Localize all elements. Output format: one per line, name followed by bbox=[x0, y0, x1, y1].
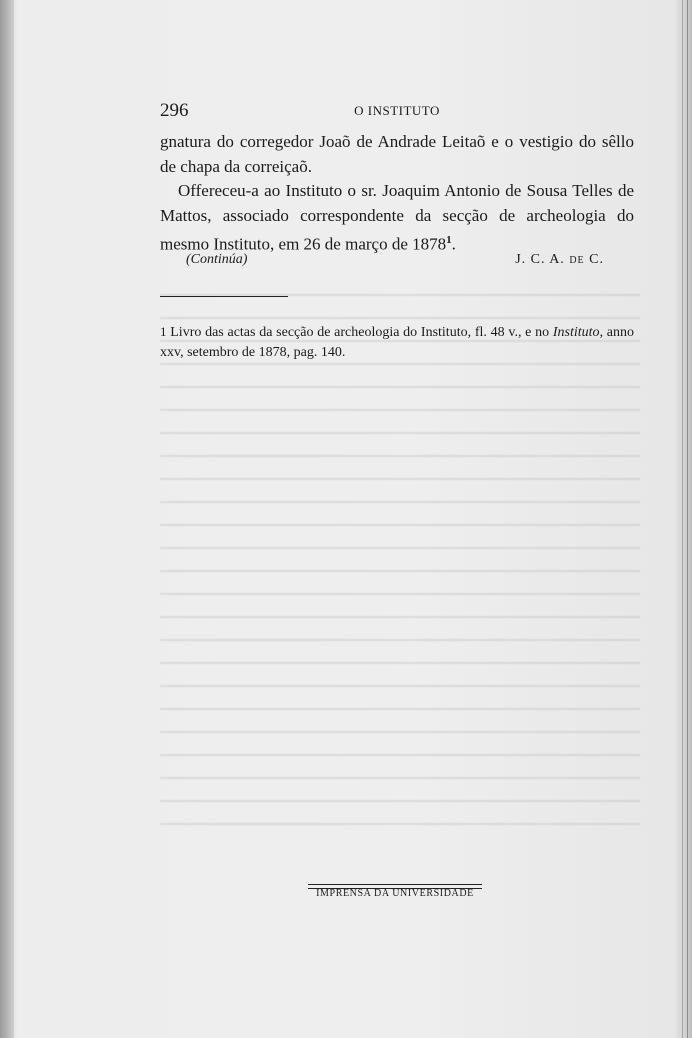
author-signature: J. C. A. DE C. bbox=[515, 252, 604, 267]
paragraph-text: Offereceu-a ao Instituto o sr. Joaquim Antonio de Sousa Telles de Mattos, associado correspondente da secção de archeologia do mesmo Instituto, em 26 de março de 1878 bbox=[160, 181, 634, 254]
imprint-rule bbox=[308, 884, 482, 889]
paragraph-continued bbox=[160, 130, 634, 179]
printer-imprint bbox=[310, 888, 480, 899]
footnote-marker[interactable]: 1 bbox=[446, 234, 452, 246]
text-line: gnatura do corregedor Joaõ de Andrade Leitaõ e o vestigio do bbox=[160, 132, 596, 151]
page-edge bbox=[676, 0, 692, 1038]
continued-note: (Continúa) bbox=[186, 252, 248, 267]
edge-line bbox=[682, 0, 683, 1038]
text-line: sêllo de chapa da correiçaõ. bbox=[160, 132, 634, 176]
footnote-text-end: , anno xxv, setembro de 1878, pag. 140. bbox=[160, 325, 635, 360]
body-text bbox=[160, 130, 634, 257]
page-number: 296 bbox=[160, 100, 189, 121]
footnote-rule bbox=[160, 296, 288, 297]
running-title: O INSTITUTO bbox=[354, 103, 440, 118]
footnote-text: Livro das actas da secção de archeologia do Instituto, fl. 48 v., e no bbox=[170, 325, 550, 340]
footnote-journal: Instituto bbox=[552, 325, 600, 340]
footnote bbox=[160, 322, 634, 363]
footnote-number: 1 bbox=[160, 324, 167, 339]
page-spine-shadow bbox=[0, 0, 14, 1038]
imprint-text: IMPRENSA DA UNIVERSIDADE bbox=[316, 888, 474, 899]
show-through-text bbox=[160, 280, 640, 840]
edge-line bbox=[687, 0, 688, 1038]
paragraph: Offereceu-a ao Instituto o sr. Joaquim Antonio de Sousa Telles de Mattos, associado correspondente da secção de archeologia do mesmo Instituto, em 26 de março de 1878$^1$. bbox=[160, 181, 634, 254]
signoff-line bbox=[160, 250, 634, 270]
page-header bbox=[160, 100, 634, 124]
